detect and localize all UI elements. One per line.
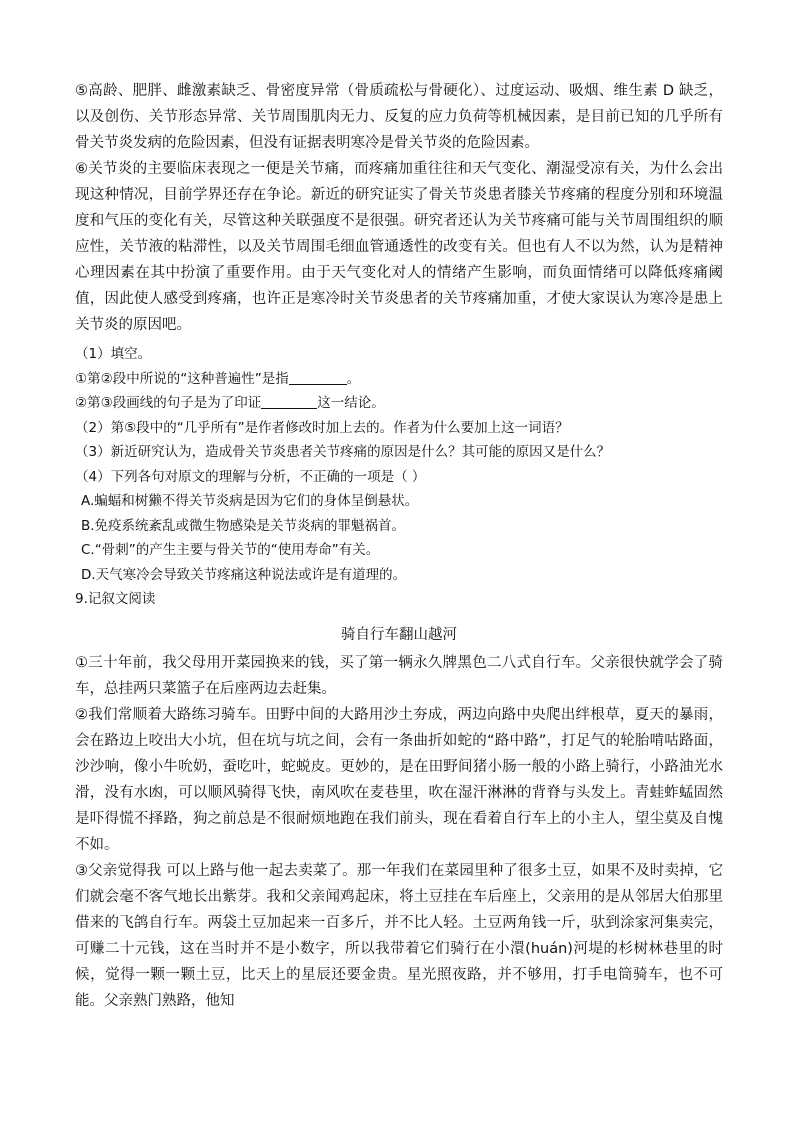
paragraph-5: ⑤高龄、肥胖、雌激素缺乏、骨密度异常（骨质疏松与骨硬化）、过度运动、吸烟、维生素 D 缺乏，以及创伤、关节形态异常、关节周围肌肉无力、反复的应力负荷等机械因素，是目前已知的几乎所有骨关节炎发病的危险因素，但没有证据表明寒冷是骨关节炎的危险因素。 [75,83,723,151]
question-3: （3）新近研究认为，造成骨关节炎患者关节疼痛的原因是什么？其可能的原因又是什么？ [75,444,611,460]
option-d: D.天气寒冷会导致关节疼痛这种说法或许是有道理的。 [81,566,407,583]
article-title: 骑自行车翻山越河 [341,626,457,643]
question-1: （1）填空。 [75,346,152,362]
question-1a-end: 。 [346,370,361,387]
section-9-heading: 9.记叙文阅读 [75,591,156,607]
answer-blank-1[interactable] [289,370,347,385]
story-paragraph-1: ①三十年前，我父母用开菜园换来的钱，买了第一辆永久牌黑色二八式自行车。父亲很快就学会了骑车，总挂两只菜篮子在后座两边去赶集。 [75,654,723,697]
question-1b-text: ②第③段画线的句子是为了印证 [75,395,262,411]
question-4: （4）下列各句对原文的理解与分析，不正确的一项是（ ） [75,468,426,485]
question-1b-end: 这一结论。 [317,395,385,411]
story-paragraph-3: ③父亲觉得我 可以上路与他一起去卖菜了。那一年我们在菜园里种了很多土豆，如果不及时卖掉，它们就会毫不客气地长出紫芽。我和父亲闻鸡起床，将土豆挂在车后座上，父亲用的是从邻居大伯那里借来的飞鸽自行车。两袋土豆加起来一百多斤，并不比人轻。土豆两角钱一斤，驮到涂家河集卖完，可赚二十元钱，这在当时并不是小数字，所以我带着它们骑行在小澴(huán)河堤的杉树林巷里的时候，觉得一颗一颗土豆，比天上的星辰还要金贵。星光照夜路，并不够用，打手电筒骑车，也不可能。父亲熟门熟路，他知 [75,862,723,1009]
question-1a-text: ①第②段中所说的“这种普遍性”是指 [75,370,289,387]
paragraph-6: ⑥关节炎的主要临床表现之一便是关节痛，而疼痛加重往往和天气变化、潮湿受凉有关，为什么会出现这种情况，目前学界还存在争论。新近的研究证实了骨关节炎患者膝关节疼痛的程度分别和环境温度和气压的变化有关，尽管这种关联强度不是很强。研究者还认为关节疼痛可能与关节周围组织的顺应性，关节液的粘滞性，以及关节周围毛细血管通透性的改变有关。但也有人不以为然，认为是精神心理因素在其中扮演了重要作用。由于天气变化对人的情绪产生影响，而负面情绪可以降低疼痛阈值，因此使人感受到疼痛，也许正是寒冷时关节炎患者的关节疼痛加重，才使大家误认为寒冷是患上关节炎的原因吧。 [75,161,723,333]
answer-blank-2[interactable] [261,394,317,409]
question-2: （2）第⑤段中的“几乎所有”是作者修改时加上去的。作者为什么要加上这一词语？ [75,419,569,436]
document-page [75,78,723,1014]
story-paragraph-2: ②我们常顺着大路练习骑车。田野中间的大路用沙土夯成，两边向路中央爬出绊根草，夏天的暴雨，会在路边上咬出大小坑，但在坑与坑之间，会有一条曲折如蛇的“路中路”，打足气的轮胎啃咕路面，沙沙响，像小牛吮奶，蚕吃叶，蛇蜕皮。更妙的，是在田野间猪小肠一般的小路上骑行，小路油光水滑，没有水凼，可以顺风骑得飞快，南风吹在麦巷里，吹在湿汗淋淋的背脊与头发上。青蛙蚱蜢固然是吓得慌不择路，狗之前总是不很耐烦地跑在我们前头，现在看着自行车上的小主人，望尘莫及自愧不如。 [75,706,723,853]
question-1a [75,367,723,392]
option-b: B.免疫系统紊乱或微生物感染是关节炎病的罪魁祸首。 [81,517,406,534]
option-a: A.蝙蝠和树獭不得关节炎病是因为它们的身体呈倒悬状。 [81,493,419,509]
option-c: C.“骨刺”的产生主要与骨关节的“使用寿命”有关。 [81,542,380,558]
question-1b [75,391,723,416]
